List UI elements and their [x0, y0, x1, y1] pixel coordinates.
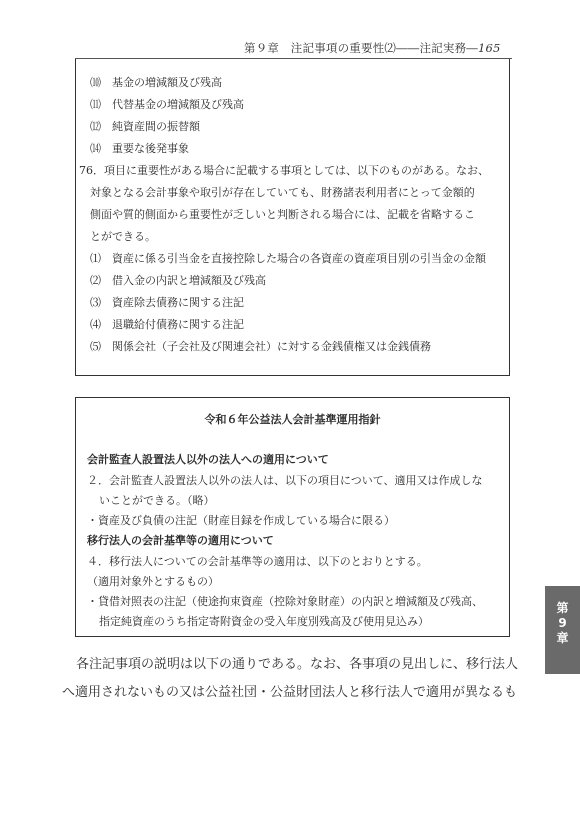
list-item: ⑴ 資産に係る引当金を直接控除した場合の各資産の資産項目別の引当金の金額: [90, 252, 486, 265]
paragraph-line: とができる。: [90, 230, 156, 243]
paragraph-line: ４．移行法人についての会計基準等の適用は、以下のとおりとする。: [87, 555, 428, 568]
chapter-tab-char: 第: [556, 601, 569, 615]
list-item: ・資産及び負債の注記（財産目録を作成している場合に限る）: [87, 514, 395, 527]
chapter-tab-char: 章: [556, 631, 569, 645]
running-head-chapter: 第９章 注記事項の重要性⑵――注記実務―: [244, 41, 478, 55]
running-head: [244, 40, 512, 56]
paragraph-line: 側面や質的側面から重要性が乏しいと判断される場合には、記載を省略するこ: [90, 208, 475, 221]
body-paragraph-line: 各注記事項の説明は以下の通りである。なお、各事項の見出しに、移行法人: [76, 657, 519, 672]
paragraph-line: 76．項目に重要性がある場合に記載する事項としては、以下のものがある。なお、: [79, 164, 489, 177]
list-item: ⑸ 関係会社（子会社及び関連会社）に対する金銭債権又は金銭債務: [90, 340, 431, 353]
list-item: ⑵ 借入金の内訳と増減額及び残高: [90, 274, 266, 287]
paragraph-line: 対象となる会計事象や取引が存在していても、財務諸表利用者にとって金額的: [90, 186, 475, 199]
paragraph-line: ２．会計監査人設置法人以外の法人は、以下の項目について、適用又は作成しな: [87, 474, 483, 487]
paragraph-line: （適用対象外とするもの）: [87, 575, 219, 588]
paragraph-line: いことができる。（略）: [99, 494, 215, 507]
chapter-tab-char: 9: [558, 616, 567, 630]
list-item: ⑷ 退職給付債務に関する注記: [90, 318, 244, 331]
page-number: 165: [478, 41, 501, 55]
chapter-side-tab: [545, 586, 580, 674]
list-item: ・貸借対照表の注記（使途拘束資産（控除対象財産）の内訳と増減額及び残高、: [87, 595, 483, 608]
list-item: ⑶ 資産除去債務に関する注記: [90, 296, 244, 309]
section-heading: 移行法人の会計基準等の適用について: [87, 534, 274, 547]
section-heading: 会計監査人設置法人以外の法人への適用について: [87, 453, 329, 466]
list-item: ⑾ 代替基金の増減額及び残高: [90, 98, 244, 111]
body-paragraph-line: へ適用されないもの又は公益社団・公益財団法人と移行法人で適用が異なるも: [62, 685, 518, 700]
guideline-title: 令和６年公益法人会計基準運用指針: [204, 413, 381, 426]
list-item: ⑽ 基金の増減額及び残高: [90, 76, 222, 89]
paragraph-line: 指定純資産のうち指定寄附資金の受入年度別残高及び使用見込み）: [99, 615, 429, 628]
list-item: ⒁ 重要な後発事象: [90, 142, 189, 155]
list-item: ⑿ 純資産間の振替額: [90, 120, 200, 133]
